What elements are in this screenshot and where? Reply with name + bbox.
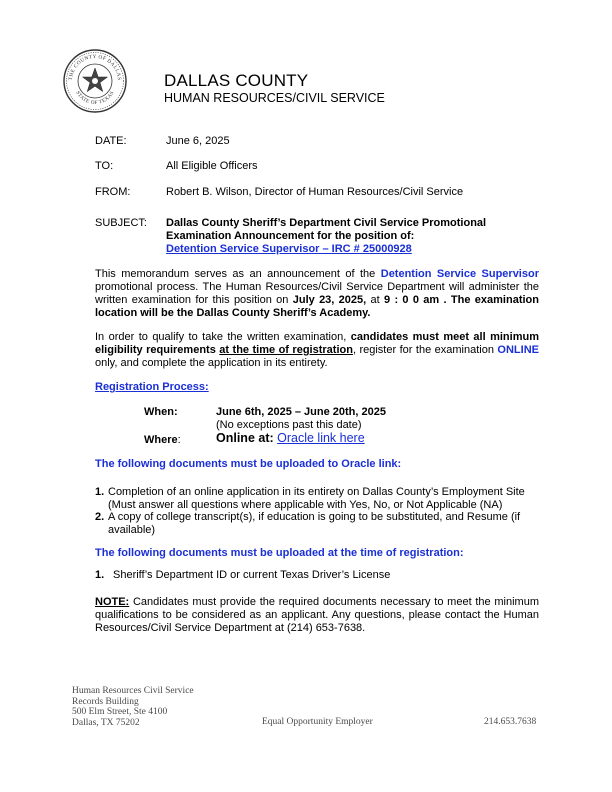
registration-docs-heading: The following documents must be uploaded at the time of registration: (95, 547, 464, 559)
from-value: Robert B. Wilson, Director of Human Resources/Civil Service (166, 186, 464, 198)
dept-name: HUMAN RESOURCES/CIVIL SERVICE (164, 91, 385, 105)
footer-line-1: Human Resources Civil Service (72, 686, 194, 696)
oracle-item-2-line-2: available) (108, 524, 156, 536)
oracle-item-1-line-2: (Must answer all questions where applicable with Yes, No, or Not Applicable (NA) (108, 499, 503, 511)
where-colon: : (177, 434, 181, 446)
oracle-link[interactable]: Oracle link here (277, 431, 365, 445)
oracle-docs-heading: The following documents must be uploaded to Oracle link: (95, 458, 402, 470)
when-label: When: (144, 406, 178, 418)
footer-phone: 214.653.7638 (484, 717, 537, 727)
date-value: June 6, 2025 (166, 135, 230, 147)
oracle-item-1-num: 1. (95, 486, 105, 498)
subject-block (166, 217, 526, 256)
to-value: All Eligible Officers (166, 160, 258, 172)
announcement-paragraph (95, 268, 539, 320)
where-prefix: Online at: (216, 431, 278, 445)
p1-exam-date: July 23, 2025, (292, 294, 367, 306)
p2-online: ONLINE (497, 344, 539, 356)
p2-text-2: , register for the examination (352, 344, 498, 356)
oracle-item-2 (108, 511, 540, 537)
county-seal (62, 48, 128, 114)
where-label-text: Where (144, 434, 178, 446)
registration-heading: Registration Process: (95, 381, 209, 393)
p1-position: Detention Service Supervisor (380, 268, 539, 280)
p1-text-2: promotional process. The Human Resources/Civil Service Department will administer the written examination for this position on (95, 281, 539, 306)
footer-eoe: Equal Opportunity Employer (262, 717, 373, 727)
registration-item-1-num: 1. (95, 569, 105, 581)
p1-exam-time: 9 : 0 0 am . (384, 294, 447, 306)
date-label: DATE: (95, 135, 127, 147)
note-label: NOTE: (95, 596, 130, 608)
p1-text-1: This memorandum serves as an announcement of the (95, 268, 381, 280)
p2-registration-time: at the time of registration (219, 344, 353, 356)
p2-text-1: In order to qualify to take the written examination, (95, 331, 351, 343)
p1-text-3: at (366, 294, 385, 306)
p2-text-3: only, and complete the application in its entirety. (95, 357, 328, 369)
footer-line-3: 500 Elm Street, Ste 4100 (72, 707, 168, 717)
footer-line-2: Records Building (72, 696, 139, 707)
from-label: FROM: (95, 186, 131, 198)
footer-address (72, 686, 194, 728)
note-text: Candidates must provide the required documents necessary to meet the minimum qualifications to be considered as an applicant. Any questions, please contact the Human Resources/Civil Service Department at (214) 653-7638. (95, 596, 539, 634)
seal-inner-text: STATE OF TEXAS (74, 90, 116, 107)
p1-location: The examination location will be the Dallas County Sheriff’s Academy. (95, 294, 539, 319)
seal-outer-text: THE COUNTY OF DALLAS (67, 53, 123, 81)
subject-label: SUBJECT: (95, 217, 147, 229)
when-note: (No exceptions past this date) (216, 419, 362, 431)
qualification-paragraph (95, 331, 539, 370)
oracle-item-1 (108, 486, 540, 512)
oracle-item-2-line-1: A copy of college transcript(s), if education is going to be substituted, and Resume (if (108, 511, 521, 523)
where-label (144, 434, 181, 447)
oracle-item-1-line-1: Completion of an online application in its entirety on Dallas County’s Employment Site (108, 486, 525, 498)
p2-requirements: candidates must meet all minimum eligibility requirements (95, 331, 539, 356)
where-value (216, 431, 365, 446)
subject-line-2: Examination Announcement for the position of: (166, 230, 415, 242)
registration-item-1: Sheriff’s Department ID or current Texas Driver’s License (113, 569, 391, 581)
to-label: TO: (95, 160, 114, 172)
oracle-item-2-num: 2. (95, 511, 105, 523)
note-paragraph (95, 596, 539, 635)
footer-line-4: Dallas, TX 75202 (72, 717, 140, 728)
position-link[interactable]: Detention Service Supervisor – IRC # 25000928 (166, 243, 412, 255)
org-name: DALLAS COUNTY (164, 71, 309, 90)
subject-line-1: Dallas County Sheriff’s Department Civil Service Promotional (166, 217, 487, 229)
when-value: June 6th, 2025 – June 20th, 2025 (216, 406, 386, 418)
